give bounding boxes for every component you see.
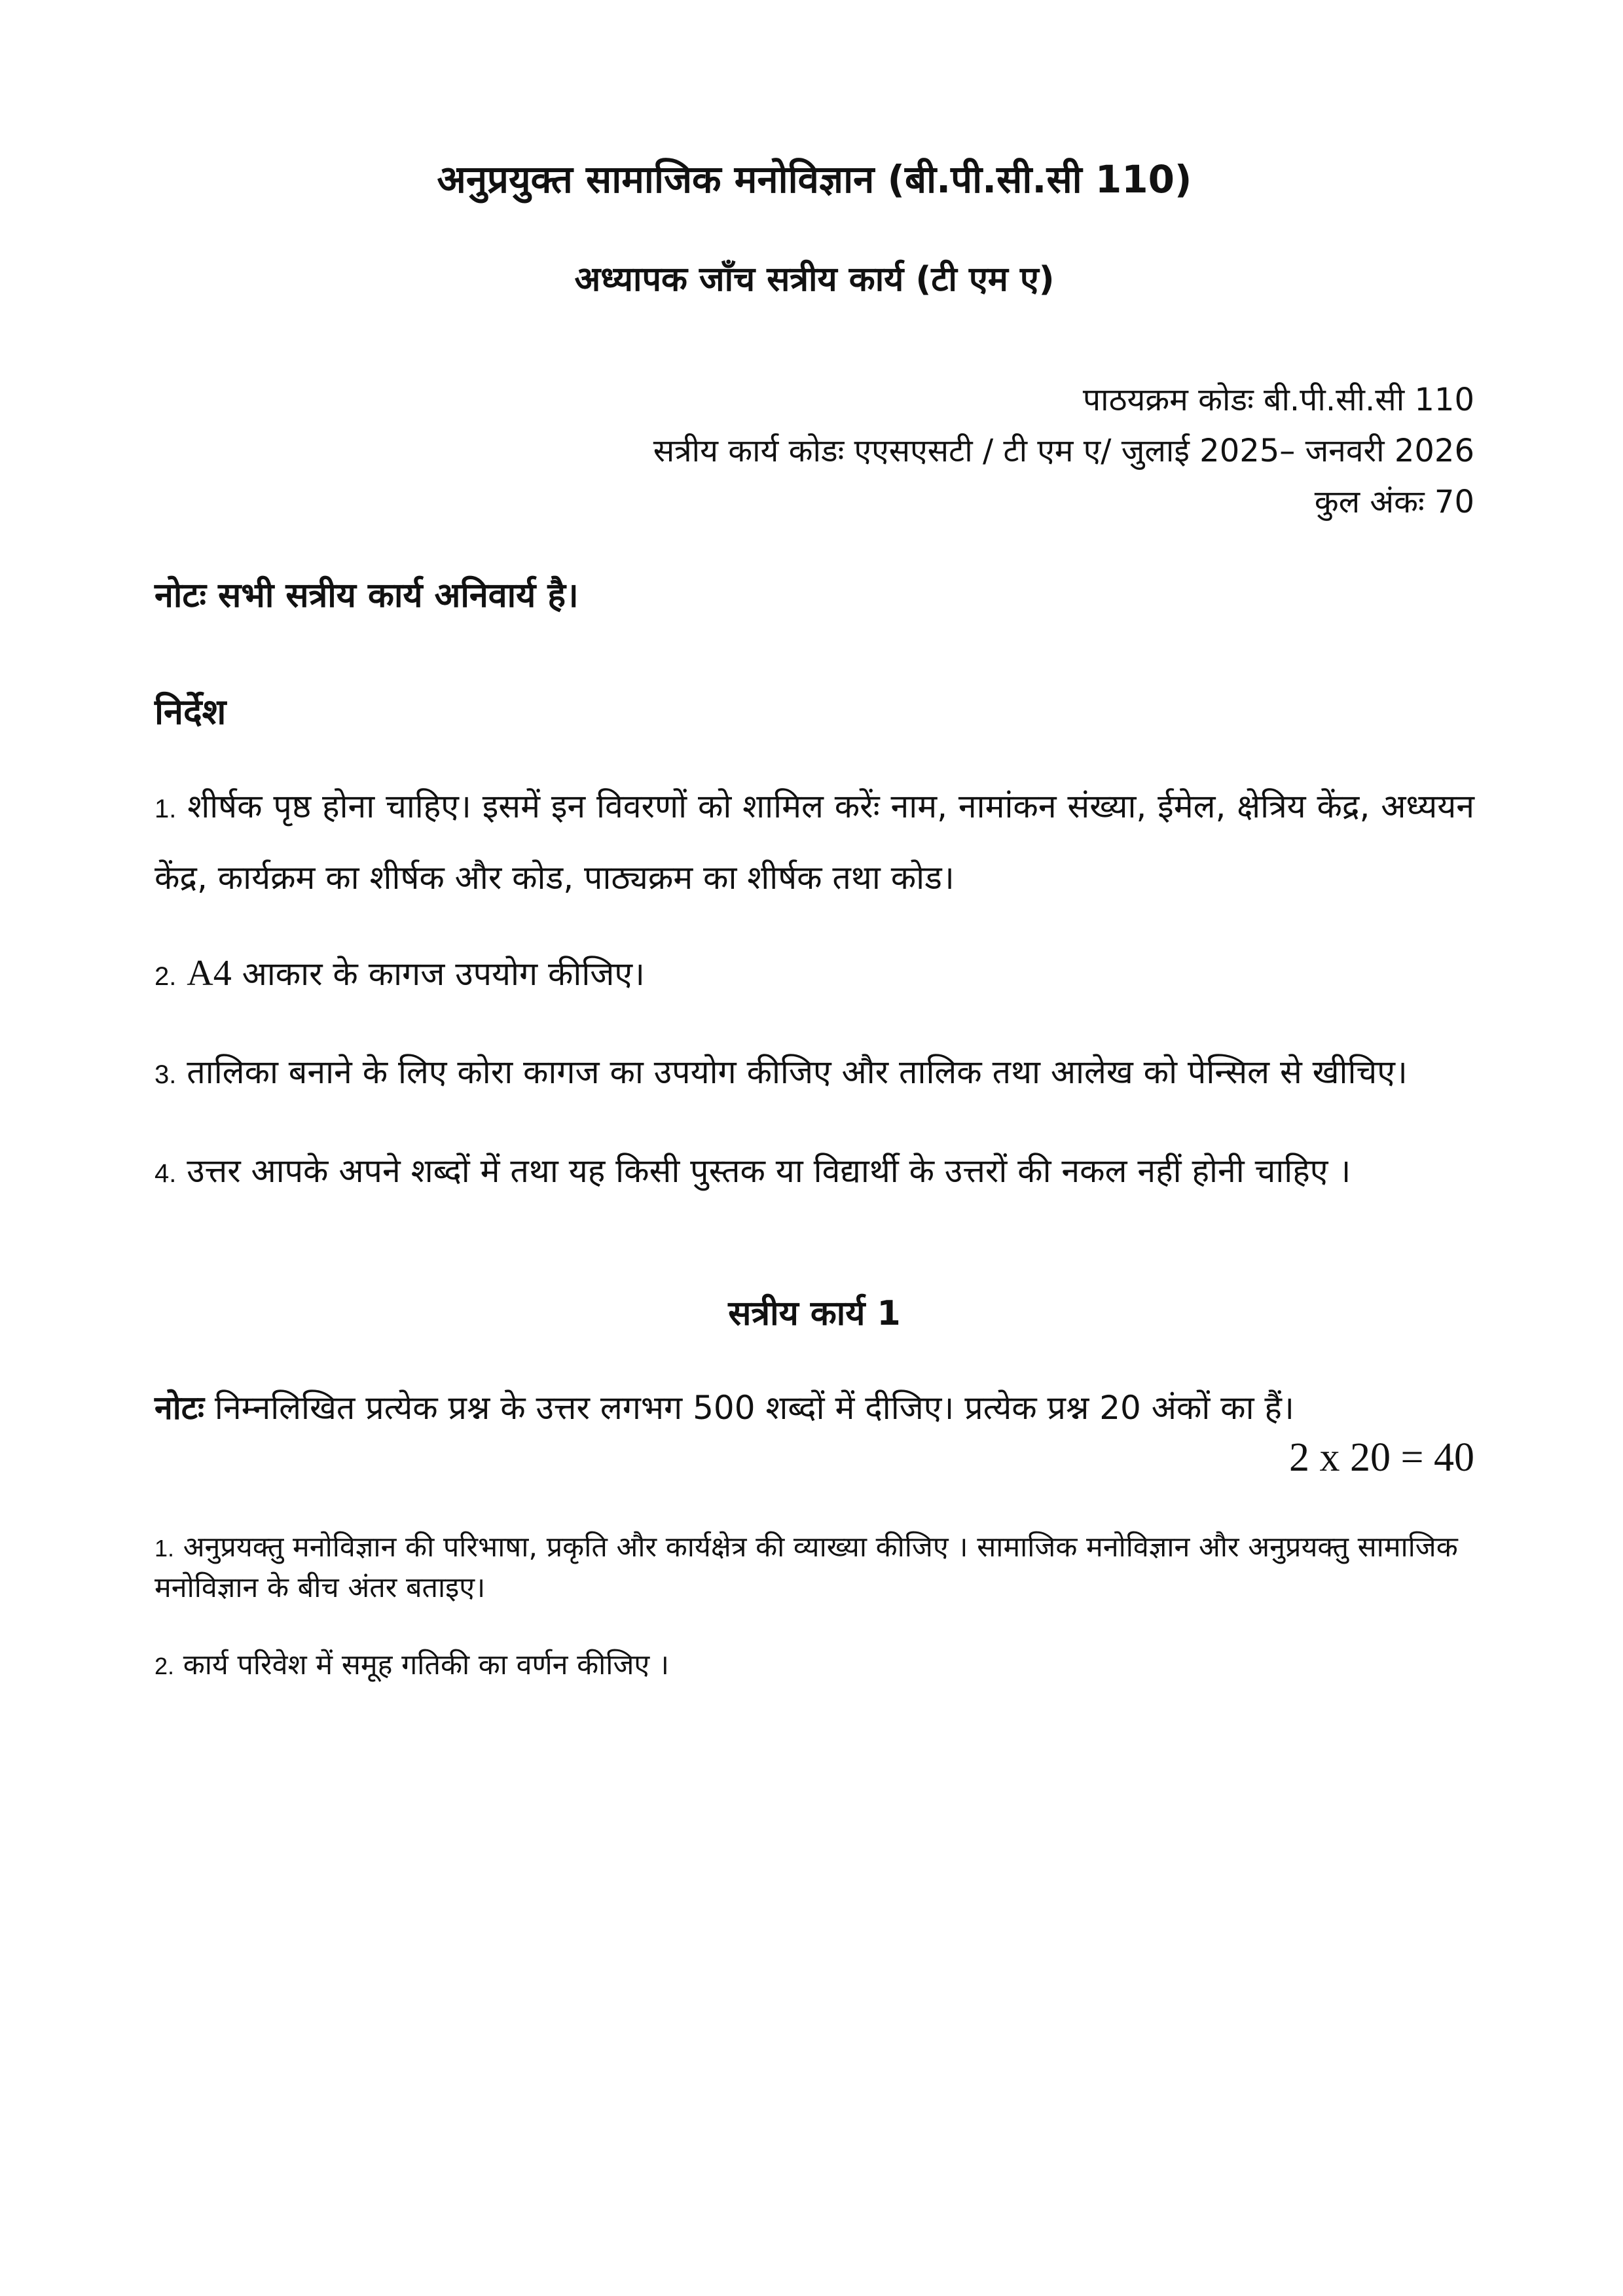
instruction-text: उत्तर आपके अपने शब्दों में तथा यह किसी पुस्तक या विद्यार्थी के उत्तरों की नकल नहीं होनी चाहिए । bbox=[187, 1152, 1351, 1190]
assignment-heading: सत्रीय कार्य 1 bbox=[728, 1294, 901, 1333]
document-content bbox=[155, 0, 1474, 1686]
instruction-text: तालिका बनाने के लिए कोरा कागज का उपयोग कीजिए और तालिक तथा आलेख को पेन्सिल से खीचिए। bbox=[187, 1053, 1408, 1091]
assignment-code: सत्रीय कार्य कोडः एएसएसटी / टी एम ए/ जुलाई 2025– जनवरी 2026 bbox=[653, 433, 1474, 469]
instruction-item bbox=[155, 772, 1474, 912]
instruction-item bbox=[155, 1038, 1474, 1109]
question-note bbox=[155, 1384, 1474, 1431]
paper-size-label: A4 bbox=[187, 953, 232, 994]
instruction-text: आकार के कागज उपयोग कीजिए। bbox=[242, 955, 645, 993]
question-list bbox=[155, 1528, 1474, 1686]
instruction-item bbox=[155, 1137, 1474, 1208]
course-meta-block bbox=[155, 374, 1474, 528]
document-title: अनुप्रयुक्त सामाजिक मनोविज्ञान (बी.पी.सी.सी 110) bbox=[437, 157, 1192, 202]
document-subtitle: अध्यापक जाँच सत्रीय कार्य (टी एम ए) bbox=[574, 260, 1055, 299]
total-marks: कुल अंकः 70 bbox=[1314, 484, 1474, 520]
question-item bbox=[155, 1645, 1474, 1686]
question-number: 2. bbox=[155, 1653, 175, 1679]
instruction-number: 4. bbox=[155, 1159, 177, 1188]
marks-formula: 2 x 20 = 40 bbox=[1289, 1435, 1474, 1480]
question-number: 1. bbox=[155, 1535, 175, 1562]
instruction-text: शीर्षक पृष्ठ होना चाहिए। इसमें इन विवरणों को शामिल करेंः नाम, नामांकन संख्या, ईमेल, क्षेत्रिय केंद्र, अध्ययन केंद्र, कार्यक्रम का शीर्षक और कोड, पाठ्यक्रम का शीर्षक तथा कोड। bbox=[155, 787, 1474, 897]
question-text: कार्य परिवेश में समूह गतिकी का वर्णन कीजिए । bbox=[183, 1649, 670, 1681]
course-code: पाठयक्रम कोडः बी.पी.सी.सी 110 bbox=[1082, 382, 1474, 418]
question-note-text: निम्नलिखित प्रत्येक प्रश्न के उत्तर लगभग 500 शब्दों में दीजिए। प्रत्येक प्रश्न 20 अंकों का हैं। bbox=[214, 1389, 1294, 1427]
question-note-label: नोटः bbox=[155, 1389, 204, 1427]
question-text: अनुप्रयक्तु मनोविज्ञान की परिभाषा, प्रकृति और कार्यक्षेत्र की व्याख्या कीजिए । सामाजिक मनोविज्ञान और अनुप्रयक्तु सामाजिक मनोविज्ञान के बीच अंतर बताइए। bbox=[155, 1531, 1458, 1604]
instructions-heading: निर्देश bbox=[155, 691, 227, 732]
instruction-number: 3. bbox=[155, 1060, 177, 1089]
instruction-number: 2. bbox=[155, 962, 177, 991]
question-item bbox=[155, 1528, 1474, 1608]
instruction-item bbox=[155, 939, 1474, 1011]
instruction-number: 1. bbox=[155, 795, 177, 823]
compulsory-note: नोटः सभी सत्रीय कार्य अनिवार्य है। bbox=[155, 576, 579, 615]
